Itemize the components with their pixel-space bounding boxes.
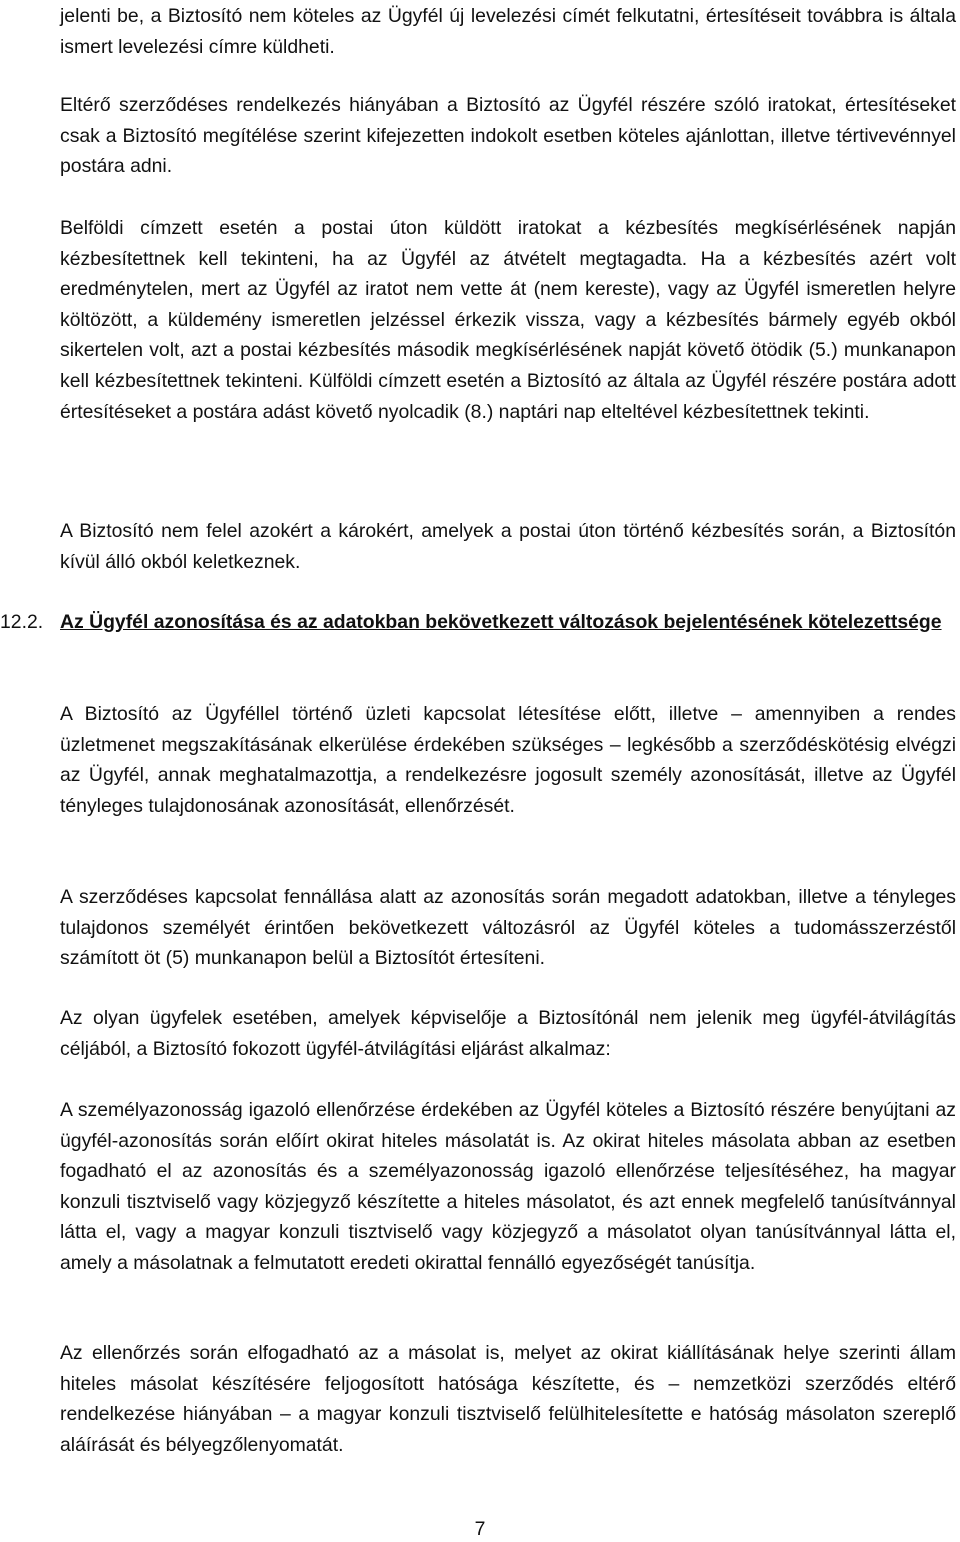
paragraph-continuation: jelenti be, a Biztosító nem köteles az Ügyfél új levelezési címét felkutatni, értesítéseit továbbra is általa ismert levelezési címre küldheti. [60, 5, 956, 58]
paragraph-domestic-delivery: Belföldi címzett esetén a postai úton küldött iratokat a kézbesítés megkísérlésének napján kézbesítettnek kell tekinteni, ha az Ügyfél az átvételt megtagadta. Ha a kézbesítés azért volt eredménytelen, mert az Ügyfél az iratot nem vette át (nem kereste), vagy az Ügyfél ismeretlen helyre költözött, a küldemény ismeretlen jelzéssel érkezik vissza, vagy a kézbesítés bármely egyéb okból sikertelen volt, azt a postai kézbesítés második megkísérlésének napját követő ötödik (5.) munkanapon kell kézbesítettnek tekinteni. Külföldi címzett esetén a Biztosító az általa az Ügyfél részére postára adott értesítéseket a postára adást követő nyolcadik (8.) naptári nap elteltével kézbesítettnek tekinti. [60, 217, 956, 423]
paragraph-liability: A Biztosító nem felel azokért a károkért, amelyek a postai úton történő kézbesítés során, a Biztosítón kívül álló okból keletkeznek. [60, 520, 956, 573]
paragraph-mail-delivery: Eltérő szerződéses rendelkezés hiányában a Biztosító az Ügyfél részére szóló iratokat, értesítéseket csak a Biztosító megítélése szerint kifejezetten indokolt esetben köteles ajánlottan, illetve tértivevénnyel postára adni. [60, 94, 956, 178]
section-heading [0, 607, 956, 638]
paragraph-identification: A Biztosító az Ügyféllel történő üzleti kapcsolat létesítése előtt, illetve – amennyiben a rendes üzletmenet megszakításának elkerülése érdekében szükséges – legkésőbb a szerződéskötésig elvégzi az Ügyfél, annak meghatalmazottja, a rendelkezésre jogosult személy azonosítását, illetve az Ügyfél tényleges tulajdonosának azonosítását, ellenőrzését. [60, 703, 956, 817]
paragraph-foreign-copy: Az ellenőrzés során elfogadható az a másolat is, melyet az okirat kiállításának helye szerinti állam hiteles másolat készítésére feljogosított hatósága készítette, és – nemzetközi szerződés eltérő rendelkezése hiányában – a magyar konzuli tisztviselő felülhitelesítette e hatóság másolaton szereplő aláírását és bélyegzőlenyomatát. [60, 1342, 956, 1456]
paragraph-certified-copy: A személyazonosság igazoló ellenőrzése érdekében az Ügyfél köteles a Biztosító részére benyújtani az ügyfél-azonosítás során előírt okirat hiteles másolatát is. Az okirat hiteles másolata abban az esetben fogadható el az azonosítás és a személyazonosság igazoló ellenőrzése teljesítéséhez, ha magyar konzuli tisztviselő vagy közjegyző készítette a hiteles másolatot, és azt ennek megfelelő tanúsítvánnyal látta el, vagy a magyar konzuli tisztviselő vagy közjegyző a másolatot olyan tanúsítvánnyal látta el, amely a másolatnak a felmutatott eredeti okirattal fennálló egyezőségét tanúsítja. [60, 1099, 956, 1274]
paragraph-change-notification: A szerződéses kapcsolat fennállása alatt az azonosítás során megadott adatokban, illetve a tényleges tulajdonos személyét érintően bekövetkezett változásról az Ügyfél köteles a tudomásszerzéstől számított öt (5) munkanapon belül a Biztosítót értesíteni. [60, 886, 956, 970]
section-title: Az Ügyfél azonosítása és az adatokban bekövetkezett változások bejelentésének kötelezettsége [60, 611, 942, 633]
paragraph-enhanced-due-diligence: Az olyan ügyfelek esetében, amelyek képviselője a Biztosítónál nem jelenik meg ügyfél-átvilágítás céljából, a Biztosító fokozott ügyfél-átvilágítási eljárást alkalmaz: [60, 1007, 956, 1060]
page-number: 7 [474, 1518, 486, 1540]
section-number: 12.2. [0, 611, 44, 633]
